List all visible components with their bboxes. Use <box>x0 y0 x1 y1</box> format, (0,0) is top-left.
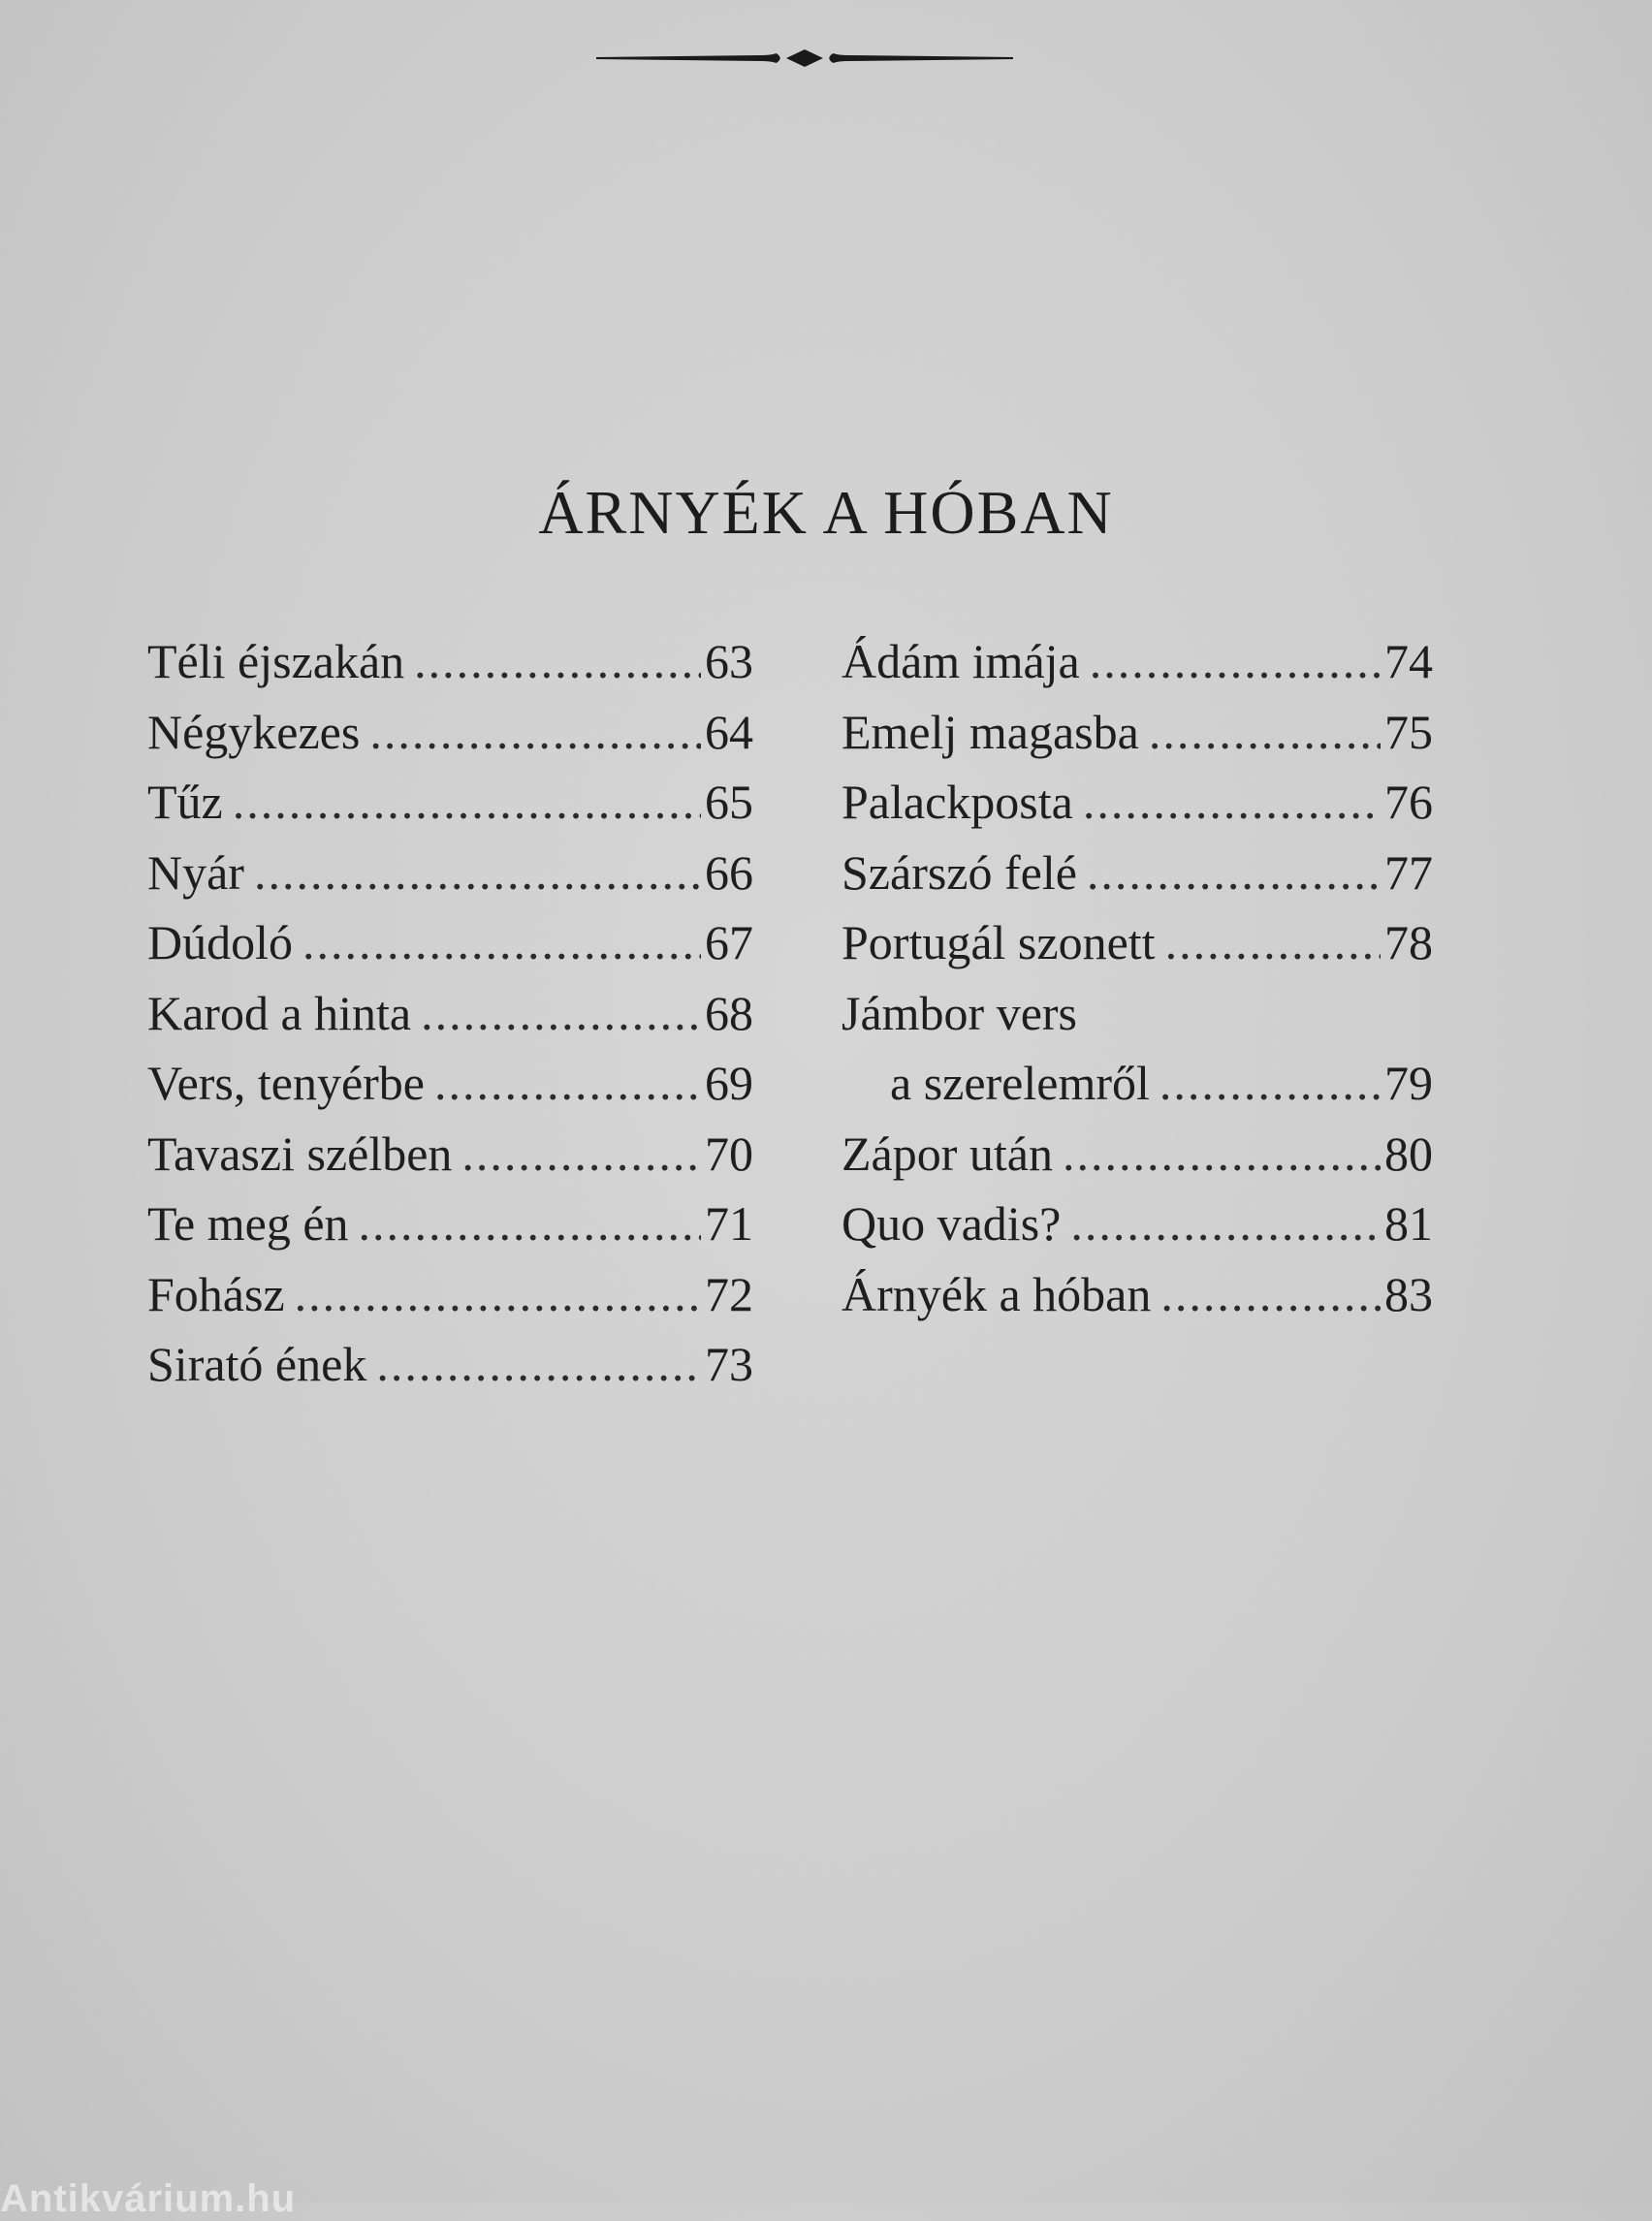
toc-entry <box>842 1189 1433 1259</box>
toc-entry <box>147 1189 753 1259</box>
toc-entry-page: 70 <box>705 1126 753 1181</box>
toc-entry-page: 75 <box>1384 704 1433 759</box>
toc-entry-title: Palackposta <box>842 775 1073 829</box>
toc-entry-title: Te meg én <box>147 1196 349 1251</box>
ornament-divider <box>596 41 1013 76</box>
toc-entry <box>147 697 753 768</box>
toc-left-column <box>147 626 753 1400</box>
toc-entry-page: 66 <box>705 844 753 900</box>
dot-leader <box>369 697 701 768</box>
toc-entry-page: 63 <box>705 634 753 688</box>
toc-entry <box>147 626 753 697</box>
toc-entry-page: 83 <box>1384 1266 1433 1321</box>
toc-entry-title: Jámbor vers <box>842 985 1077 1040</box>
toc-entry-continuation <box>842 1048 1433 1119</box>
toc-entry-first-line <box>842 978 1433 1049</box>
toc-entry <box>147 1048 753 1119</box>
dot-leader <box>1063 1119 1381 1190</box>
toc-entry <box>147 1119 753 1190</box>
dot-leader <box>254 838 701 908</box>
toc-entry-page: 74 <box>1384 634 1433 688</box>
toc-entry-page: 80 <box>1384 1126 1433 1181</box>
toc-entry <box>842 1119 1433 1190</box>
toc-entry-title-continuation: a szerelemről <box>890 1056 1150 1110</box>
toc-entry-title: Nyár <box>147 844 244 900</box>
toc-entry-page: 64 <box>705 704 753 759</box>
dot-leader <box>295 1259 701 1330</box>
toc-entry-title: Emelj magasba <box>842 704 1139 759</box>
dot-leader <box>434 1048 701 1119</box>
dot-leader <box>302 907 701 978</box>
dot-leader <box>1165 907 1381 978</box>
toc-entry-page: 77 <box>1384 844 1433 900</box>
toc-entry-title: Sirató ének <box>147 1337 367 1391</box>
toc-entry <box>842 838 1433 908</box>
toc-right-column <box>842 626 1433 1329</box>
dot-leader <box>421 978 701 1049</box>
toc-entry-title: Tűz <box>147 775 223 829</box>
dot-leader <box>1149 697 1381 768</box>
toc-entry-page: 67 <box>705 915 753 969</box>
toc-entry <box>147 978 753 1049</box>
toc-entry <box>842 697 1433 768</box>
dot-leader <box>1070 1189 1381 1259</box>
toc-entry-page: 68 <box>705 985 753 1040</box>
toc-entry-title: Tavaszi szélben <box>147 1126 453 1181</box>
toc-entry-page: 72 <box>705 1266 753 1321</box>
dot-leader <box>1083 767 1381 838</box>
toc-entry <box>842 767 1433 838</box>
toc-entry <box>147 838 753 908</box>
toc-entry <box>147 1329 753 1400</box>
toc-entry-title: Zápor után <box>842 1126 1053 1181</box>
dot-leader <box>1087 838 1381 908</box>
toc-entry-page: 73 <box>705 1337 753 1391</box>
section-title: ÁRNYÉK A HÓBAN <box>538 478 1114 547</box>
dot-leader <box>359 1189 701 1259</box>
toc-entry-title: Ádám imája <box>842 634 1080 688</box>
dot-leader <box>1090 626 1381 697</box>
dot-leader <box>1160 1048 1381 1119</box>
toc-entry-title: Dúdoló <box>147 915 293 969</box>
dot-leader <box>233 767 701 838</box>
toc-entry <box>842 626 1433 697</box>
dot-leader <box>461 1119 701 1190</box>
dot-leader <box>376 1329 701 1400</box>
toc-entry-title: Téli éjszakán <box>147 634 405 688</box>
toc-entry-page: 78 <box>1384 915 1433 969</box>
toc-entry-page: 79 <box>1384 1056 1433 1110</box>
toc-entry <box>147 767 753 838</box>
toc-entry-title: Szárszó felé <box>842 844 1077 900</box>
dot-leader <box>414 626 701 697</box>
toc-entry-page: 69 <box>705 1056 753 1110</box>
toc-entry-title: Vers, tenyérbe <box>147 1056 425 1110</box>
toc-entry <box>147 1259 753 1330</box>
toc-entry-title: Fohász <box>147 1266 285 1321</box>
toc-entry <box>842 907 1433 978</box>
toc-entry <box>147 907 753 978</box>
dot-leader <box>1160 1259 1381 1330</box>
toc-entry-title: Árnyék a hóban <box>842 1266 1152 1321</box>
toc-entry-title: Karod a hinta <box>147 985 412 1040</box>
toc-entry <box>842 1259 1433 1330</box>
toc-entry-page: 71 <box>705 1196 753 1251</box>
toc-entry-title: Portugál szonett <box>842 915 1156 969</box>
toc-entry-title: Négykezes <box>147 704 361 759</box>
watermark: Antikvárium.hu <box>0 2177 297 2220</box>
toc-entry-page: 65 <box>705 775 753 829</box>
toc-entry-page: 81 <box>1384 1196 1433 1251</box>
toc-entry-title: Quo vadis? <box>842 1196 1062 1251</box>
toc-entry-page: 76 <box>1384 775 1433 829</box>
